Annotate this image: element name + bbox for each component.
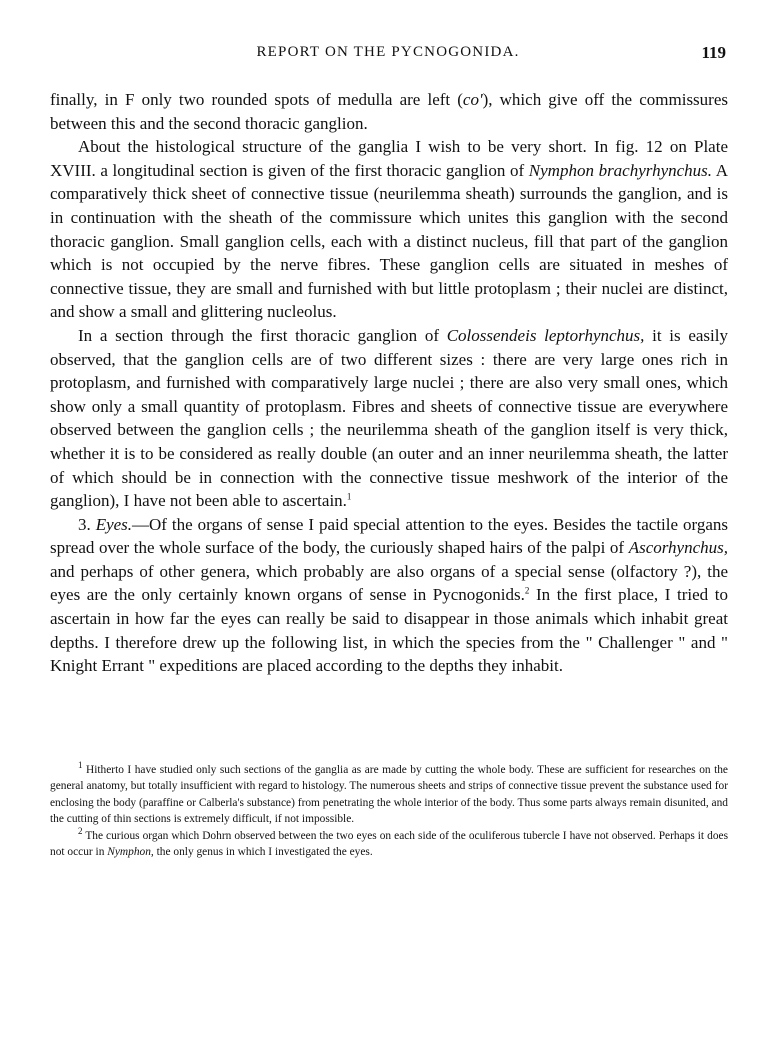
footnote-marker: 1 [78, 760, 83, 771]
paragraph-text: About the histological structure of the ganglia I wish to be very short. In fig. 12 on Plate XVIII. a longitudinal section is given of the first thoracic ganglion of [50, 137, 728, 180]
page-header [50, 36, 726, 70]
italic-text: Ascorhynchus, [628, 538, 728, 558]
page-number: 119 [701, 43, 726, 62]
italic-text: Colossendeis leptorhynchus, [446, 325, 645, 345]
paragraph-text: it is easily observed, that the ganglion cells are of two different sizes : there are very large ones rich in protoplasm, and furnished with comparatively large nuclei ; there are also very small ones, which show only a small quantity of protoplasm. Fibres and sheets of connective tissue are everywhere observed between the ganglion cells ; the neurilemma sheath of the ganglion itself is very thick, whether it is to be considered as really double (an outer and an inner neurilemma sheath, the latter of which should be in connection with the connective tissue meshwork of the interior of the ganglion), I have not been able to ascertain. [50, 325, 728, 511]
footnote-text: Hitherto I have studied only such sections of the ganglia as are made by cutting the whole body. These are sufficient for researches on the general anatomy, but totally insufficient with regard to histology. The numerous sheets and strips of connective tissue prevent the substance used for enclosing the body (paraffine or Calberla's substance) from penetrating the whole interior of the body. Thus some parts always remain disunited, and the cutting of thin sections is extremely difficult, if not impossible. [50, 764, 728, 826]
footnote-ref: 1 [346, 491, 352, 502]
paragraph-text: In a section through the first thoracic ganglion of [78, 325, 447, 345]
paragraph-text: —Of the organs of sense I paid special attention to the eyes. Besides the tactile organs spread over the whole surface of the body, the curiously shaped hairs of the palpi of [50, 514, 728, 558]
body-text [50, 88, 728, 678]
footnote-ref: 2 [524, 585, 530, 596]
paragraph-text: In the first place, I tried to ascertain in how far the eyes can really be said to disappear in those animals which inhabit great depths. I therefore drew up the following list, in which the species from the " Challenger " and " Knight Errant " expeditions are placed according to the depths they inhabit. [50, 585, 728, 676]
footnote-text: The curious organ which Dohrn observed between the two eyes on each side of the oculiferous tubercle I have not observed. Perhaps it does not occur in [50, 829, 728, 859]
paragraph-4 [50, 513, 728, 678]
footnote-marker: 2 [78, 825, 83, 836]
running-title: REPORT ON THE PYCNOGONIDA. [256, 44, 520, 60]
paragraph-text: A comparatively thick sheet of connective tissue (neurilemma sheath) surrounds the ganglion, and is in continuation with the sheath of the commissure which unites this ganglion with the second thoracic ganglion. Small ganglion cells, each with a distinct nucleus, fill that part of the ganglion which is not occupied by the nerve fibres. These ganglion cells are situated in meshes of connective tissue, they are small and furnished with but little protoplasm ; their nuclei are distinct, and show a small and glittering nucleolus. [50, 160, 728, 322]
italic-text: Nymphon brachyrhynchus. [528, 160, 713, 180]
section-heading-eyes: Eyes. [95, 514, 133, 534]
paragraph-text: and perhaps of other genera, which probably are also organs of a special sense (olfactory ?), the eyes are the only certainly known organs of sense in Pycnogonids. [50, 561, 728, 605]
italic-text: Nymphon, [107, 846, 154, 859]
paragraph-text: 3. [78, 514, 96, 534]
footnote-1 [50, 762, 728, 828]
paragraph-2 [50, 135, 728, 324]
footnote-text: the only genus in which I investigated the eyes. [153, 846, 373, 859]
footnote-2 [50, 825, 728, 861]
paragraph-text: finally, in F only two rounded spots of medulla are left ( [50, 90, 463, 109]
paragraph-text: ), which give off the commissures between this and the second thoracic ganglion. [50, 90, 728, 133]
paragraph-1 [50, 88, 728, 135]
footnotes [50, 762, 728, 860]
paragraph-3 [50, 324, 728, 513]
italic-text: co' [462, 90, 483, 109]
